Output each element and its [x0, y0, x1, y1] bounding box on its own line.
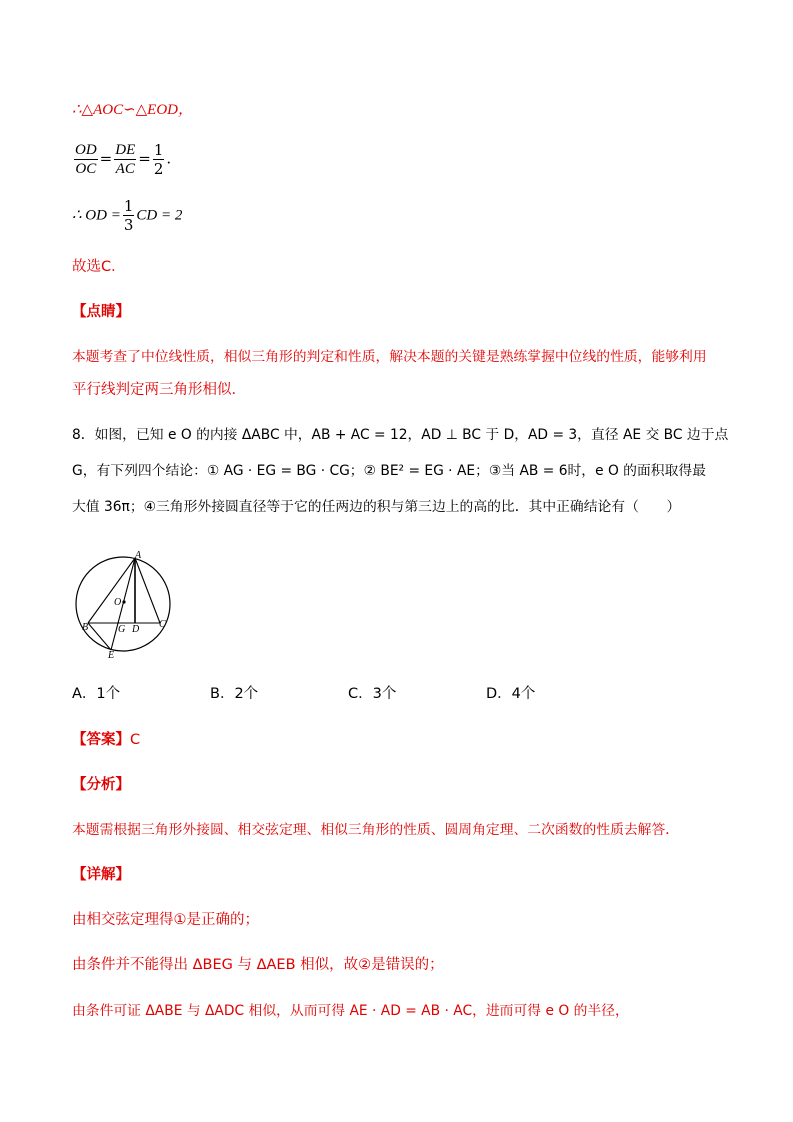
detail-line-2: 由条件并不能得出 ΔBEG 与 ΔAEB 相似，故②是错误的； [72, 957, 444, 973]
detail-heading: 【详解】 [72, 867, 130, 883]
answer-heading: 【答案】 [72, 732, 130, 748]
fraction-de-ac: $\frac{DE}{AC}$ [115, 142, 136, 177]
option-a: A．1个 [72, 686, 121, 702]
question-line-2: G，有下列四个结论：① AG · EG = BG · CG；② BE² = EG · AE；③当 AB = 6时，e O 的面积取得最 [72, 463, 706, 479]
detail-line-3: 由条件可证 ΔABE 与 ΔADC 相似，从而可得 AE · AD = AB · AC，进而可得 e O 的半径， [72, 1003, 629, 1019]
similar-statement: ∴△AOC∽△EOD， [72, 102, 194, 118]
analysis-heading: 【分析】 [72, 777, 130, 793]
question-line-3: 大值 36π；④三角形外接圆直径等于它的任两边的积与第三边上的高的比．其中正确结论有（ ） [72, 499, 681, 515]
segment-be [88, 623, 111, 650]
label-b: B [82, 622, 89, 633]
fraction-od-oc: $\frac{OD}{OC}$ [75, 142, 97, 177]
answer-block [72, 730, 140, 750]
option-d: D．4个 [486, 686, 536, 702]
question-line-1: 8．如图，已知 e O 的内接 ΔABC 中，AB + AC = 12，AD ⊥ BC 于 D，AD = 3，直径 AE 交 BC 边于点 [72, 427, 729, 443]
circle-figure [70, 548, 180, 658]
side-ac [135, 558, 160, 623]
option-c: C．3个 [348, 686, 397, 702]
center-point [122, 600, 125, 603]
label-c: C [159, 619, 166, 630]
answer-value: C [130, 732, 141, 748]
option-b: B．2个 [210, 686, 259, 702]
fraction-one-half: $\frac{1}{2}$ [153, 141, 164, 178]
ratio-equation: $\frac{OD}{OC}$ = $\frac{DE}{AC}$ = $\frac{1}{2}$ . [75, 141, 172, 178]
choice-statement: 故选C． [72, 259, 126, 275]
od-equation: ∴ OD = $\frac{1}{3}$ CD = 2 [72, 197, 183, 234]
label-a: A [135, 550, 142, 561]
label-e: E [108, 650, 115, 658]
note-line-1: 本题考查了中位线性质，相似三角形的判定和性质，解决本题的关键是熟练掌握中位线的性质，能够利用 [72, 349, 707, 365]
note-heading: 【点睛】 [72, 304, 130, 320]
fraction-one-third: $\frac{1}{3}$ [123, 197, 134, 234]
label-g: G [118, 624, 126, 635]
analysis-text: 本题需根据三角形外接圆、相交弦定理、相似三角形的性质、圆周角定理、二次函数的性质去解答． [72, 822, 680, 838]
label-d: D [132, 624, 140, 635]
label-o: O [114, 597, 122, 608]
side-ab [88, 558, 135, 623]
note-line-2: 平行线判定两三角形相似． [72, 382, 246, 398]
detail-line-1: 由相交弦定理得①是正确的； [72, 912, 259, 928]
